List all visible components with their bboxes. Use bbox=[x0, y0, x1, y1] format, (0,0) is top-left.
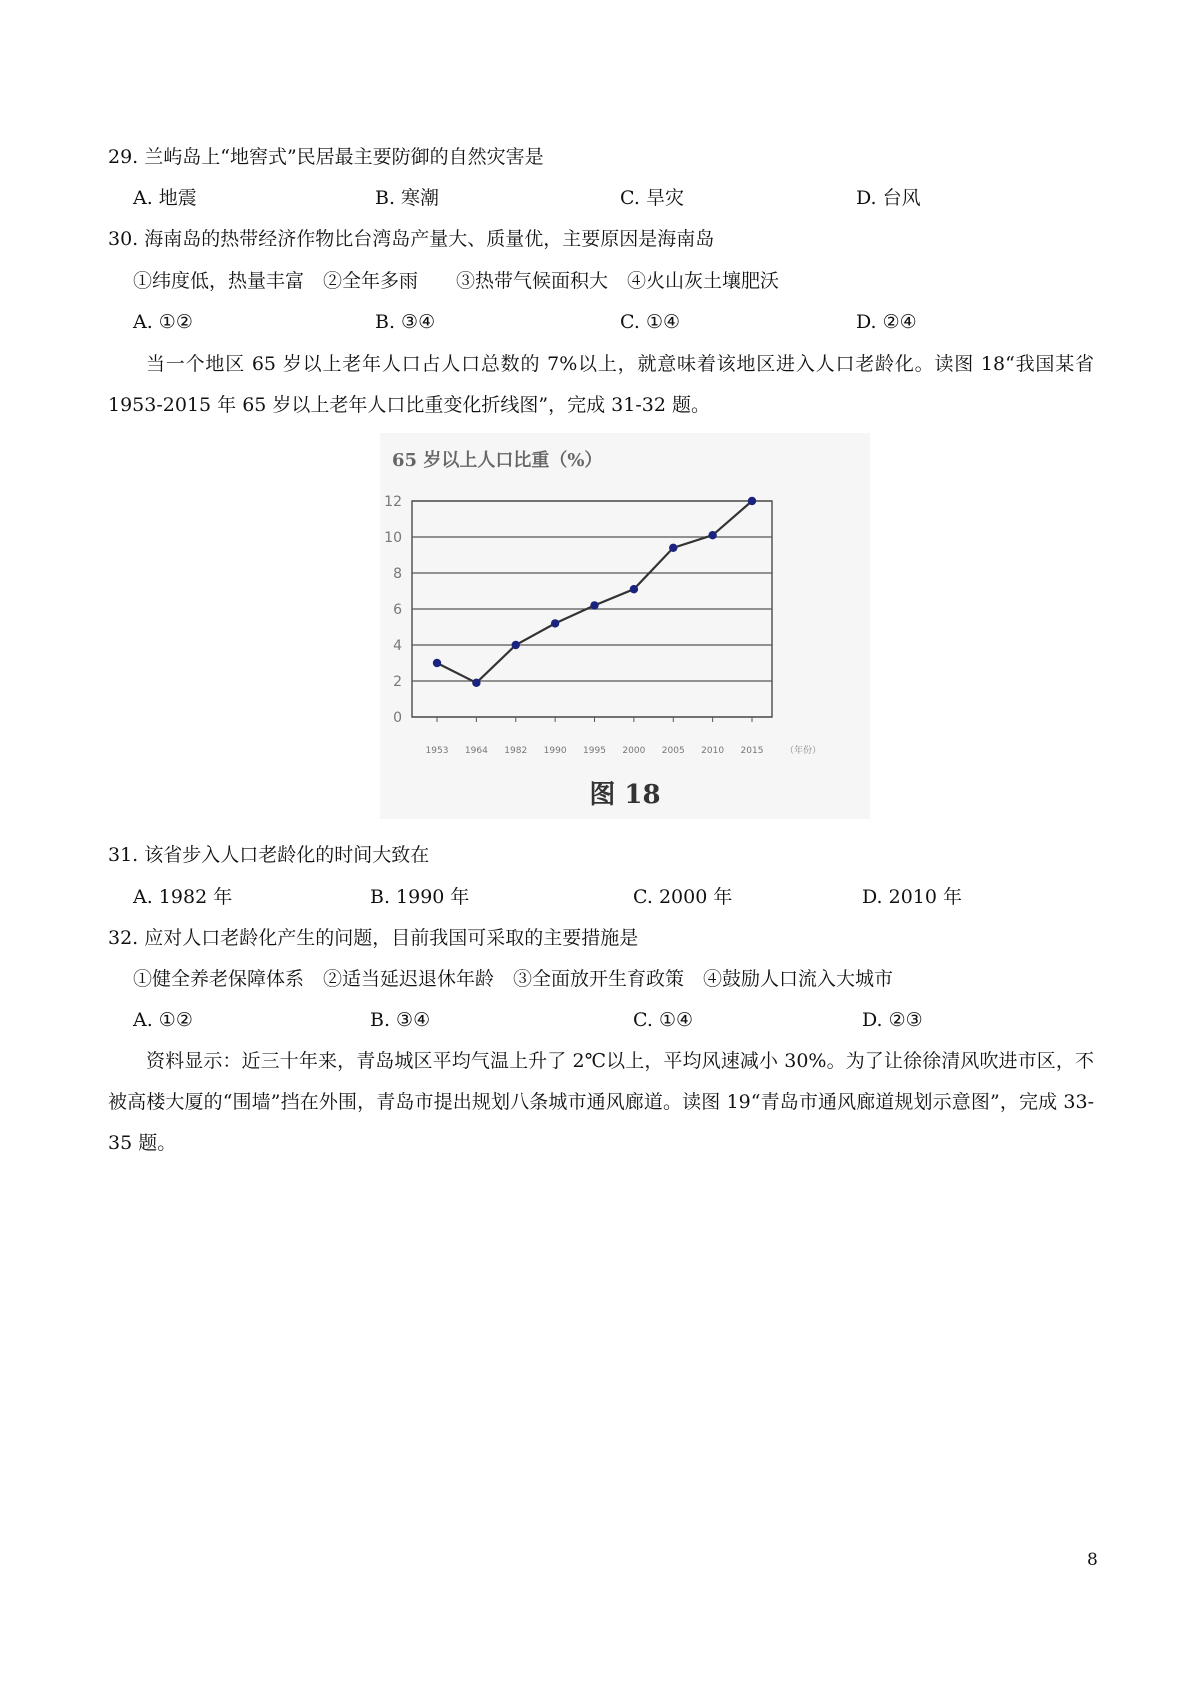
y-tick-label: 0 bbox=[393, 710, 402, 726]
data-point bbox=[472, 679, 480, 687]
x-tick-label: 2015 bbox=[740, 746, 764, 756]
q29-option-a: A. 地震 bbox=[133, 187, 197, 209]
q31-stem: 31. 该省步入人口老龄化的时间大致在 bbox=[108, 844, 430, 866]
q30-option-c: C. ①④ bbox=[620, 311, 681, 333]
y-tick-label: 12 bbox=[384, 494, 402, 510]
q29-stem: 29. 兰屿岛上“地窖式”民居最主要防御的自然灾害是 bbox=[108, 146, 544, 168]
figure-18 bbox=[380, 433, 870, 819]
x-tick-label: 2005 bbox=[661, 746, 685, 756]
q32-option-b: B. ③④ bbox=[370, 1009, 431, 1031]
x-tick-label: 1995 bbox=[583, 746, 606, 756]
q31-option-d: D. 2010 年 bbox=[862, 886, 963, 908]
q32-option-c: C. ①④ bbox=[633, 1009, 694, 1031]
q31-option-b: B. 1990 年 bbox=[370, 886, 470, 908]
data-point bbox=[551, 619, 559, 627]
intro-31-32: 当一个地区 65 岁以上老年人口占人口总数的 7%以上，就意味着该地区进入人口老龄化。读图 18“我国某省 1953-2015 年 65 岁以上老年人口比重变化折线图”，完成 31-32 题。 bbox=[108, 353, 1094, 416]
data-point bbox=[590, 601, 598, 609]
data-point bbox=[433, 659, 441, 667]
x-axis-unit: （年份） bbox=[785, 746, 822, 756]
x-tick-label: 2000 bbox=[622, 746, 646, 756]
q30-option-a: A. ①② bbox=[133, 311, 193, 333]
q30-stem: 30. 海南岛的热带经济作物比台湾岛产量大、质量优，主要原因是海南岛 bbox=[108, 228, 715, 250]
x-tick-label: 1953 bbox=[425, 746, 449, 756]
x-tick-label: 1964 bbox=[464, 746, 488, 756]
q30-statements: ①纬度低，热量丰富 ②全年多雨 ③热带气候面积大 ④火山灰土壤肥沃 bbox=[133, 270, 780, 292]
q29-option-d: D. 台风 bbox=[856, 187, 921, 209]
y-tick-label: 6 bbox=[393, 602, 402, 618]
q30-option-b: B. ③④ bbox=[375, 311, 436, 333]
y-tick-label: 4 bbox=[393, 638, 402, 654]
x-tick-label: 1990 bbox=[543, 746, 567, 756]
x-tick-label: 2010 bbox=[701, 746, 725, 756]
q32-option-d: D. ②③ bbox=[862, 1009, 923, 1031]
y-tick-label: 10 bbox=[384, 530, 402, 546]
page-number: 8 bbox=[1087, 1550, 1098, 1570]
q29-option-b: B. 寒潮 bbox=[375, 187, 440, 209]
data-point bbox=[748, 497, 756, 505]
y-tick-label: 2 bbox=[393, 674, 402, 690]
data-point bbox=[708, 531, 716, 539]
x-tick-label: 1982 bbox=[504, 746, 528, 756]
chart-title: 65 岁以上人口比重（%） bbox=[392, 450, 603, 471]
figure-caption: 图 18 bbox=[589, 780, 661, 810]
q32-statements: ①健全养老保障体系 ②适当延迟退休年龄 ③全面放开生育政策 ④鼓励人口流入大城市 bbox=[133, 968, 894, 990]
line-chart bbox=[380, 433, 870, 819]
q32-option-a: A. ①② bbox=[133, 1009, 193, 1031]
intro-33-35: 资料显示：近三十年来，青岛城区平均气温上升了 2℃以上，平均风速减小 30%。为了让徐徐清风吹进市区，不被高楼大厦的“围墙”挡在外围，青岛市提出规划八条城市通风廊道。读图 19“青岛市通风廊道规划示意图”，完成 33-35 题。 bbox=[108, 1050, 1094, 1154]
q31-option-c: C. 2000 年 bbox=[633, 886, 733, 908]
data-point bbox=[512, 641, 520, 649]
data-point bbox=[669, 544, 677, 552]
y-tick-label: 8 bbox=[393, 566, 402, 582]
data-point bbox=[630, 585, 638, 593]
q32-stem: 32. 应对人口老龄化产生的问题，目前我国可采取的主要措施是 bbox=[108, 927, 639, 949]
q30-option-d: D. ②④ bbox=[856, 311, 917, 333]
q31-option-a: A. 1982 年 bbox=[133, 886, 233, 908]
series-line bbox=[437, 501, 752, 683]
q29-option-c: C. 旱灾 bbox=[620, 187, 684, 209]
